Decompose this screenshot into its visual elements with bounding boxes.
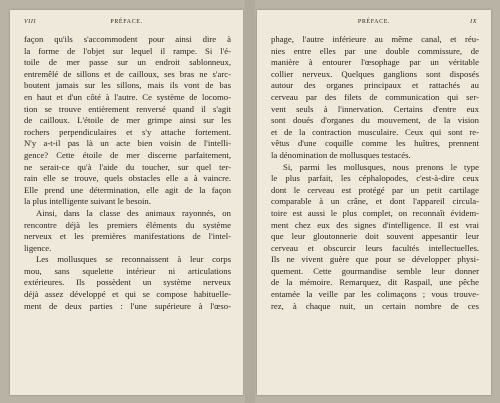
text-line: le plus parfait, les céphalopodes, c'est-à-dire ceux: [271, 173, 479, 184]
text-line: phage, l'autre inférieure au même canal, et réu-: [271, 34, 479, 44]
text-line: Si, parmi les mollusques, nous prenons le type: [283, 161, 479, 172]
text-line: de cailloux. L'étoile de mer grimpe ainsi sur les: [24, 115, 231, 126]
text-line: cerveau et obscurcir leurs facultés intellectuelles.: [271, 242, 479, 253]
text-line: tion se trouve entièrement renversé quand il s'agit: [24, 103, 231, 114]
text-line: rochers perpendiculaires et s'y attache fortement.: [24, 126, 231, 137]
right-page: [257, 10, 491, 395]
text-line: la dénomination de mollusques testacés.: [271, 149, 411, 160]
text-line: cerveau par des filets de communication qui ser-: [271, 91, 479, 102]
text-line: entremêlé de sillons et de cailloux, ses bras ne s'arc-: [24, 68, 231, 79]
text-line: nies entre elles par une double commissure, de: [271, 45, 479, 56]
text-line: toile de mer passe sur un endroit sablonneux,: [24, 57, 231, 68]
text-line: rain elle se trouve, quels obstacles elle a à vaincre.: [24, 173, 231, 184]
right-page-header: [271, 19, 477, 29]
text-line: autour des organes principaux et rattachés au: [271, 80, 479, 91]
text-line: nerveux et les premières manifestations de l'intel-: [24, 231, 231, 242]
text-line: manière à entourer l'œsophage par un véritable: [271, 57, 479, 68]
text-line: sont doués d'organes du mouvement, de la vision: [271, 115, 479, 126]
text-line: et de la contraction musculaire. Ceux qui sont re-: [271, 126, 479, 137]
text-line: ment chez eux des signes d'intelligence. Il est vrai: [271, 219, 479, 230]
right-page-number: IX: [470, 19, 477, 25]
text-line: Elle prend une détermination, elle agit de la façon: [24, 184, 231, 195]
text-line: gence? Cette étoile de mer discerne parfaitement,: [24, 149, 231, 160]
text-line: la forme de l'objet sur lequel il rampe. Si l'é-: [24, 45, 231, 56]
text-line: boutent jamais sur les sillons, mais ils vont de bas: [24, 80, 231, 91]
right-running-title: PRÉFACE.: [357, 19, 391, 25]
text-line: N'y a-t-il pas là un acte bien voisin de l'intelli-: [24, 138, 231, 149]
text-line: toire est aussi le plus complet, on reconnaît évidem-: [271, 207, 479, 218]
text-line: que leur gloutonnerie doit souvent appesantir leur: [271, 231, 479, 242]
text-line: comparable à un crâne, et dont l'appareil circula-: [271, 196, 479, 207]
text-line: ment de deux parties : l'une supérieure à l'œso-: [24, 300, 231, 311]
text-line: collier nerveux. Quelques ganglions sont disposés: [271, 68, 479, 79]
text-line: rencontre déjà les premiers éléments du système: [24, 219, 231, 230]
text-line: ligence.: [24, 242, 52, 253]
text-line: vent seuls à l'innervation. Certains d'entre eux: [271, 103, 479, 114]
text-line: entamée la veille par les colimaçons ; vous trouve-: [271, 289, 479, 300]
left-page-body: [24, 34, 231, 312]
right-page-body: [271, 34, 479, 312]
text-line: ne serait-ce qu'à l'aide du toucher, sur quel ter-: [24, 161, 231, 172]
left-page: [10, 10, 243, 395]
text-line: dont le cerveau est protégé par un petit cartilage: [271, 184, 479, 195]
text-line: rez, à chaque nuit, un certain nombre de ces: [271, 300, 479, 311]
left-running-title: PRÉFACE.: [110, 19, 143, 25]
text-line: quement. Cette gourmandise semble leur donner: [271, 265, 479, 276]
text-line: de la mémoire. Remarquez, dit Raspail, une pêche: [271, 277, 479, 288]
text-line: déjà assez développé et qui se compose habituelle-: [24, 289, 231, 300]
text-line: extérieures. Ils possèdent un système nerveux: [24, 277, 231, 288]
text-line: Les mollusques se reconnaissent à leur corps: [36, 254, 231, 265]
text-line: mou, sans squelette intérieur ni articulations: [24, 265, 231, 276]
text-line: en haut et d'un côté à l'autre. Ce système de locomo-: [24, 91, 231, 102]
text-line: façon qu'ils s'accommodent pour ainsi dire à: [24, 34, 231, 44]
page-gutter: [245, 0, 255, 403]
left-page-number: VIII: [24, 19, 37, 25]
left-page-header: [24, 19, 229, 29]
text-line: la plus intelligente suivant le besoin.: [24, 196, 151, 207]
text-line: vêtus d'une coquille comme les huîtres, prennent: [271, 138, 479, 149]
text-line: Ils ne vivent guère que pour se développer physi-: [271, 254, 479, 265]
text-line: Ainsi, dans la classe des animaux rayonnés, on: [36, 207, 231, 218]
